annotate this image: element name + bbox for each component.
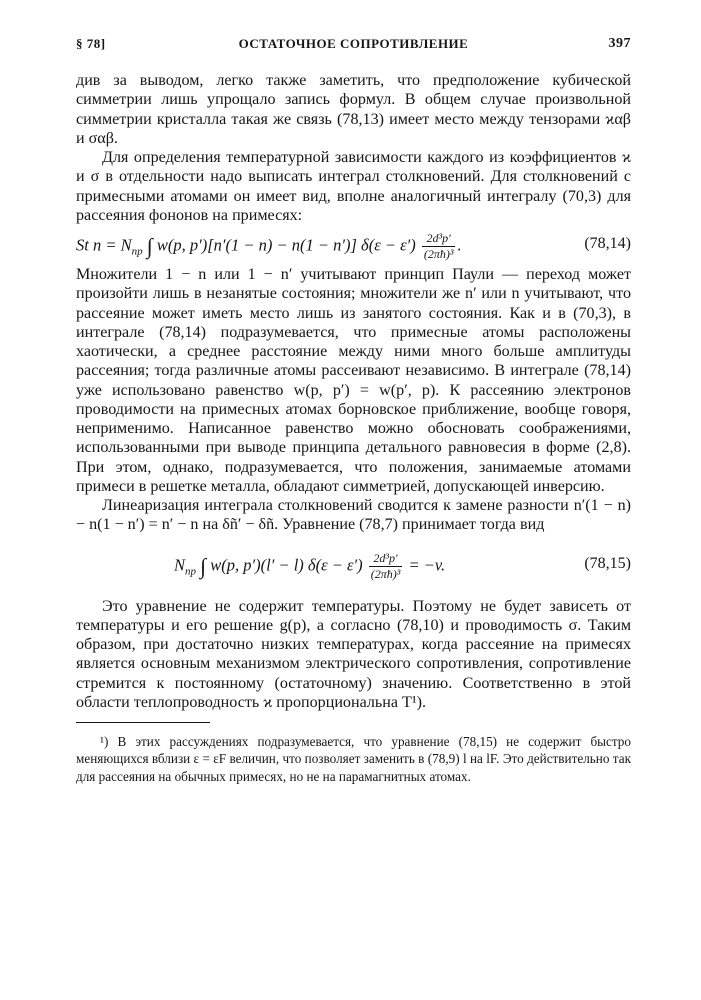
paragraph-5: Это уравнение не содержит температуры. Поэтому не будет зависеть от температуры и его решение g(p), а согласно (78,10) и проводимость σ. Таким образом, при достаточно низких температурах, когда рассеяние на примесях является основным механизмом электрического сопротивления, сопротивление стремится к постоянному (остаточному) значению. Соответственно в этой области теплопроводность ϰ пропорциональна T¹). xyxy=(76,597,631,711)
eq2-lhs: N xyxy=(174,554,186,574)
page-number: 397 xyxy=(608,36,631,51)
running-header xyxy=(76,36,631,56)
equation-78-15 xyxy=(76,545,631,585)
eq1-fraction xyxy=(422,231,456,262)
section-marker: § 78] xyxy=(76,36,106,51)
paragraph-2: Для определения температурной зависимости каждого из коэффициентов ϰ и σ в отдельности надо выписать интеграл столкновений. Для столкновений с примесными атомами он имеет вид, вполне аналогичный интегралу (70,3) для рассеяния фононов на примесях: xyxy=(76,149,631,224)
eq1-tail: . xyxy=(457,235,462,255)
eq1-integrand: w(p, p′)[n′(1 − n) − n(1 − n′)] δ(ε − ε′) xyxy=(156,235,416,255)
integral-sign-icon: ∫ xyxy=(146,233,153,259)
eq2-denominator: (2πħ)³ xyxy=(370,566,401,581)
eq2-numerator: 2d³p′ xyxy=(369,551,403,567)
running-title: ОСТАТОЧНОЕ СОПРОТИВЛЕНИЕ xyxy=(238,36,469,51)
eq2-subscript: пр xyxy=(185,565,197,578)
eq2-integrand: w(p, p′)(l′ − l) δ(ε − ε′) xyxy=(210,554,363,574)
paragraph-1: див за выводом, легко также заметить, что предположение кубической симметрии лишь упрощало запись формул. В общем случае произвольной симметрии кристалла такая же связь (78,13) имеет место между тензорами ϰαβ и σαβ. xyxy=(76,72,631,147)
equation-number-78-14: (78,14) xyxy=(584,235,631,252)
eq2-fraction xyxy=(369,551,403,582)
integral-sign-icon: ∫ xyxy=(200,552,207,578)
equation-78-14 xyxy=(76,225,631,265)
footnote-divider xyxy=(76,722,210,723)
eq1-numerator: 2d³p′ xyxy=(422,231,456,247)
eq1-denominator: (2πħ)³ xyxy=(423,247,454,261)
eq1-subscript: пр xyxy=(131,245,143,258)
page-body xyxy=(76,71,631,785)
eq2-tail: = −v. xyxy=(408,554,446,574)
eq1-lhs: St n = N xyxy=(76,235,132,255)
equation-number-78-15: (78,15) xyxy=(584,554,631,572)
footnote: ¹) В этих рассуждениях подразумевается, что уравнение (78,15) не содержит быстро меняющихся вблизи ε = εF величин, что позволяет заменить в (78,9) l на lF. Это действительно так для рассеяния на обычных примесях, но не на парамагнитных атомах. xyxy=(76,734,631,784)
paragraph-3: Множители 1 − n или 1 − n′ учитывают принцип Паули — переход может произойти лишь в незанятые состояния; множители же n′ или n учитывают, что рассеяние может иметь место лишь из занятого состояния. Как и в (70,3), в интеграле (78,14) подразумевается, что примесные атомы расположены хаотически, а среднее расстояние между ними много больше амплитуды рассеяния; тогда различные атомы рассеивают независимо. В интеграле (78,14) уже использовано равенство w(p, p′) = w(p′, p). К рассеянию электронов проводимости на примесных атомах борновское приближение, вообще говоря, неприменимо. Написанное равенство можно обосновать соображениями, использованными при выводе принципа детального равновесия в форме (2,8). При этом, однако, подразумевается, что положения, занимаемые атомами примеси в решетке металла, обладают симметрией, допускающей инверсию. xyxy=(76,266,631,495)
paragraph-4: Линеаризация интеграла столкновений сводится к замене разности n′(1 − n) − n(1 − n′) = n′ − n на δñ′ − δñ. Уравнение (78,7) принимает тогда вид xyxy=(76,497,631,534)
